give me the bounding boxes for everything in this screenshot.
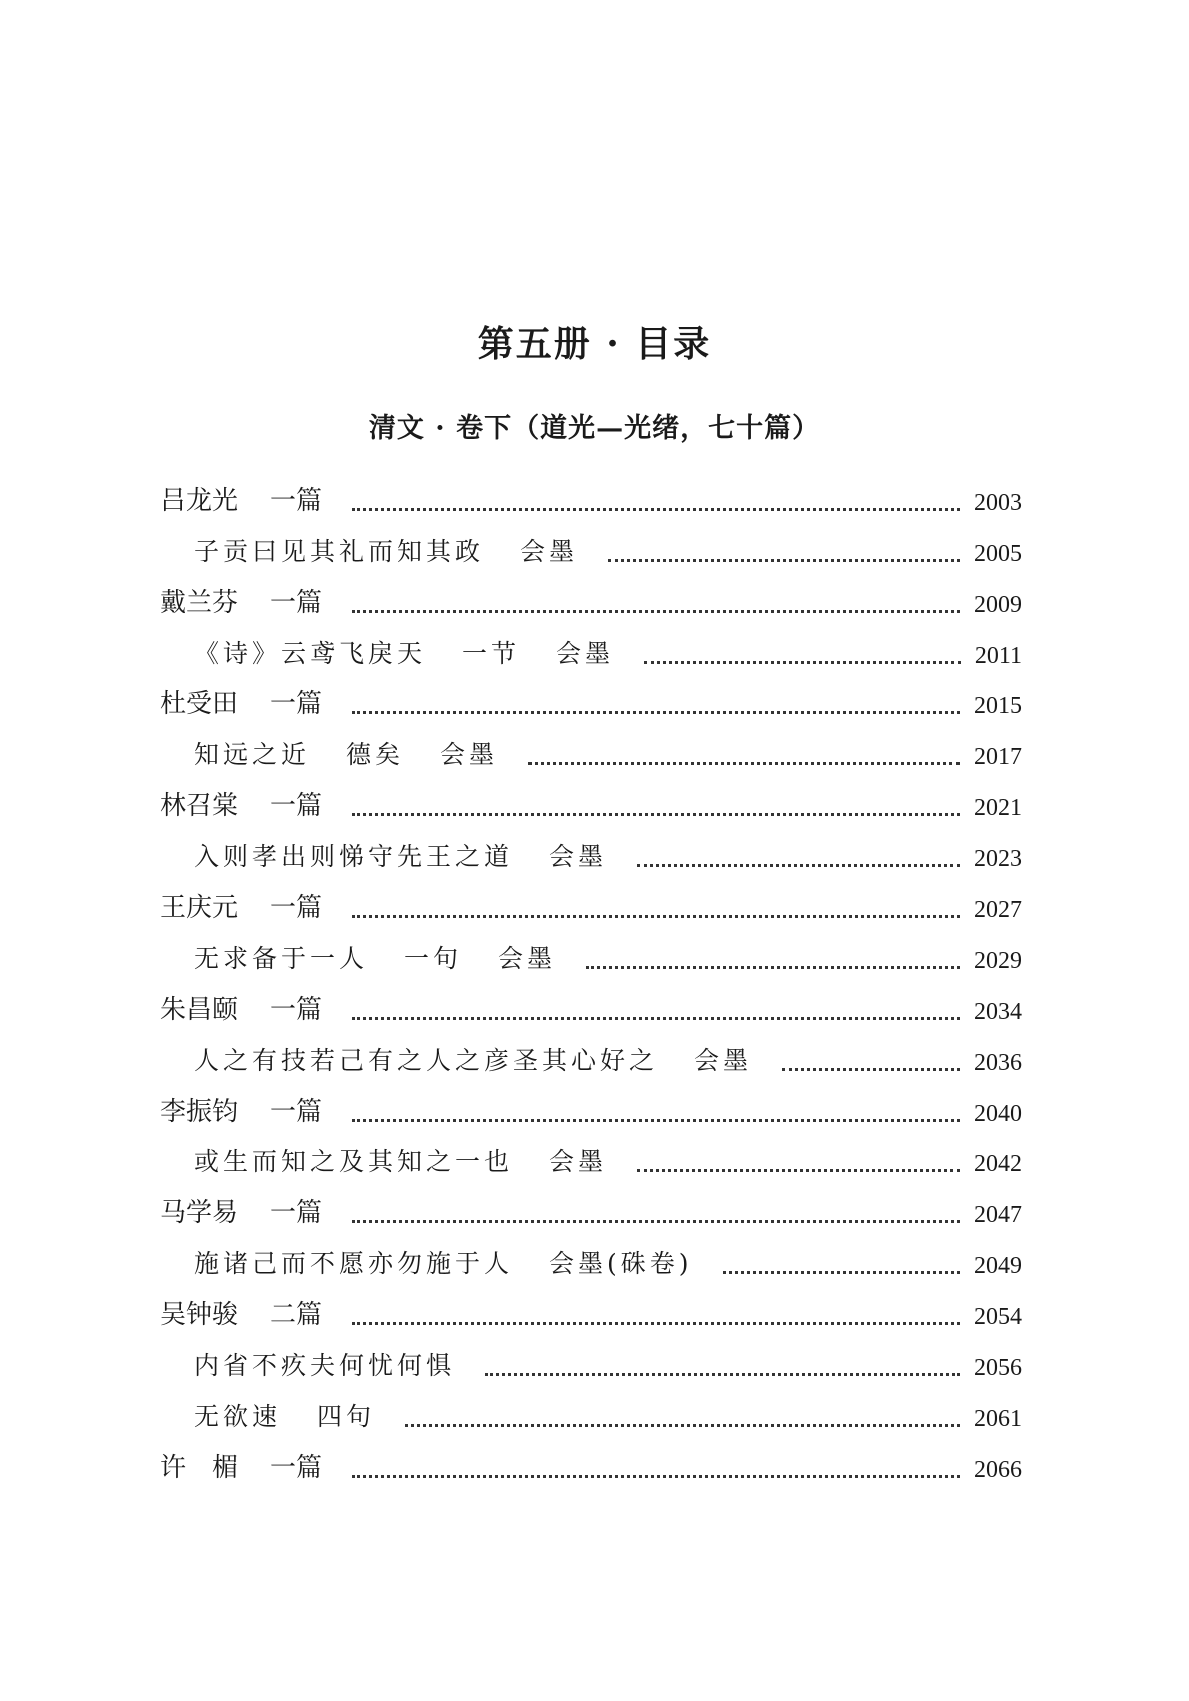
work-title: 无求备于一人: [194, 943, 369, 973]
toc-work-entry[interactable]: [160, 1237, 1022, 1288]
entry-note: 一篇: [270, 587, 323, 618]
toc-author-entry[interactable]: [160, 1288, 1022, 1339]
dot-leader: [405, 1414, 960, 1427]
entry-note: 一篇: [270, 893, 323, 924]
entry-note: 四句: [317, 1401, 376, 1431]
dot-leader: [352, 1007, 960, 1020]
work-title: 或生而知之及其知之一也: [194, 1147, 514, 1177]
entry-note: 会墨: [498, 943, 557, 973]
dot-leader: [352, 1109, 960, 1122]
author-name: 杜受田: [160, 689, 239, 720]
dot-leader: [352, 600, 960, 613]
toc-author-entry[interactable]: [160, 474, 1022, 525]
toc-work-entry[interactable]: [160, 932, 1022, 983]
page-number: 2011: [974, 642, 1022, 669]
entry-note: 一篇: [270, 689, 323, 720]
entry-note: 会墨: [549, 842, 608, 872]
toc-author-entry[interactable]: [160, 1441, 1022, 1492]
toc-work-entry[interactable]: [160, 1034, 1022, 1085]
toc-work-entry[interactable]: [160, 830, 1022, 881]
work-title: 施诸己而不愿亦勿施于人: [194, 1249, 514, 1279]
toc-work-entry[interactable]: [160, 1136, 1022, 1187]
toc-work-entry[interactable]: [160, 728, 1022, 779]
toc-work-entry[interactable]: [160, 627, 1022, 678]
entry-note: 一篇: [270, 791, 323, 822]
author-name: 王庆元: [160, 893, 239, 924]
toc-author-entry[interactable]: [160, 983, 1022, 1034]
page-number: 2054: [974, 1304, 1022, 1331]
author-name: 马学易: [160, 1198, 239, 1229]
dot-leader: [637, 1159, 960, 1172]
page-number: 2034: [974, 998, 1022, 1025]
dot-leader: [528, 752, 960, 765]
author-name: 林召棠: [160, 791, 239, 822]
page-number: 2017: [974, 744, 1022, 771]
toc-work-entry[interactable]: [160, 1390, 1022, 1441]
toc-work-entry[interactable]: [160, 525, 1022, 576]
work-title: 知远之近: [194, 740, 311, 770]
toc-list: [160, 474, 1022, 1492]
page-number: 2009: [974, 591, 1022, 618]
page-number: 2029: [974, 947, 1022, 974]
toc-author-entry[interactable]: [160, 576, 1022, 627]
entry-note: 一篇: [270, 1198, 323, 1229]
entry-note: 会墨: [520, 536, 579, 566]
entry-note: 一篇: [270, 485, 323, 516]
page-number: 2047: [974, 1202, 1022, 1229]
page-number: 2056: [974, 1355, 1022, 1382]
page-number: 2066: [974, 1456, 1022, 1483]
toc-author-entry[interactable]: [160, 779, 1022, 830]
dot-leader: [352, 701, 960, 714]
toc-work-entry[interactable]: [160, 1339, 1022, 1390]
entry-note: 一篇: [270, 1096, 323, 1127]
dot-leader: [352, 803, 960, 816]
page-number: 2042: [974, 1151, 1022, 1178]
author-name: 吴钟骏: [160, 1300, 239, 1331]
page-number: 2049: [974, 1253, 1022, 1280]
work-title: 人之有技若己有之人之彦圣其心好之: [194, 1045, 659, 1075]
entry-note: 二篇: [270, 1300, 323, 1331]
entry-note: 德矣: [346, 740, 405, 770]
work-title: 子贡曰见其礼而知其政: [194, 536, 485, 566]
dot-leader: [352, 1312, 960, 1325]
work-title: 无欲速: [194, 1401, 282, 1431]
dot-leader: [644, 651, 961, 664]
work-title: 入则孝出则悌守先王之道: [194, 842, 514, 872]
dot-leader: [352, 1210, 960, 1223]
entry-note: 会墨: [694, 1045, 753, 1075]
section-subtitle: 清文 · 卷下（道光—光绪，七十篇）: [368, 413, 821, 444]
dot-leader: [586, 956, 960, 969]
entry-note: 会墨: [556, 638, 615, 668]
page-number: 2015: [974, 693, 1022, 720]
toc-author-entry[interactable]: [160, 1186, 1022, 1237]
author-name: 许 楣: [160, 1452, 239, 1483]
entry-note: 一节: [462, 638, 521, 668]
page-title: 第五册 · 目录: [477, 323, 712, 365]
entry-note: 会墨: [440, 740, 499, 770]
page-number: 2023: [974, 846, 1022, 873]
dot-leader: [782, 1058, 960, 1071]
work-title: 《诗》云鸢飞戾天: [194, 638, 427, 668]
entry-note: 一篇: [270, 994, 323, 1025]
page-number: 2021: [974, 795, 1022, 822]
dot-leader: [352, 905, 960, 918]
page-number: 2027: [974, 897, 1022, 924]
page-number: 2061: [974, 1405, 1022, 1432]
page-number: 2036: [974, 1049, 1022, 1076]
dot-leader: [608, 549, 960, 562]
dot-leader: [352, 1465, 960, 1478]
page-number: 2005: [974, 540, 1022, 567]
page-number: 2003: [974, 489, 1022, 516]
work-title: 内省不疚夫何忧何惧: [194, 1351, 456, 1381]
entry-note: 会墨: [549, 1147, 608, 1177]
page-number: 2040: [974, 1100, 1022, 1127]
dot-leader: [352, 498, 960, 511]
dot-leader: [485, 1363, 960, 1376]
author-name: 吕龙光: [160, 485, 239, 516]
dot-leader: [723, 1261, 960, 1274]
entry-note: 一句: [404, 943, 463, 973]
author-name: 戴兰芬: [160, 587, 239, 618]
entry-note: 会墨(硃卷): [549, 1249, 693, 1279]
entry-note: 一篇: [270, 1452, 323, 1483]
dot-leader: [637, 854, 960, 867]
toc-author-entry[interactable]: [160, 1085, 1022, 1136]
toc-author-entry[interactable]: [160, 881, 1022, 932]
author-name: 李振钧: [160, 1096, 239, 1127]
author-name: 朱昌颐: [160, 994, 239, 1025]
toc-author-entry[interactable]: [160, 678, 1022, 729]
